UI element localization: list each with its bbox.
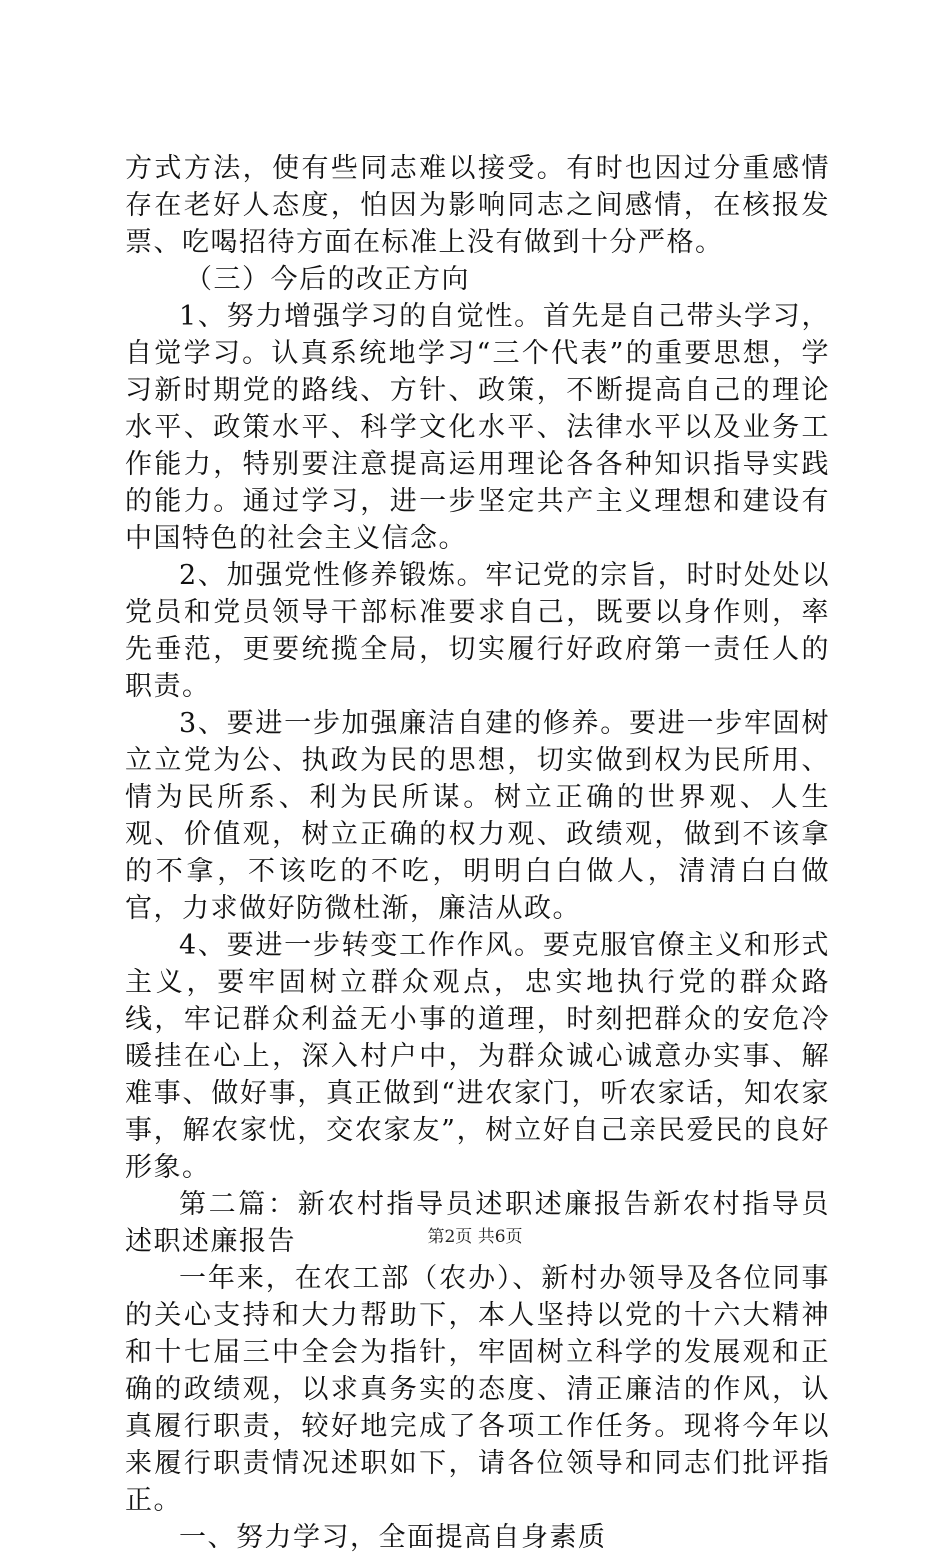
- paragraph-continuation: 方式方法，使有些同志难以接受。有时也因过分重感情存在老好人态度，怕因为影响同志之间感情，在核报发票、吃喝招待方面在标准上没有做到十分严格。: [125, 153, 830, 258]
- section-heading-study: 一、努力学习，全面提高自身素质: [179, 1522, 607, 1553]
- paragraph-item-2: 2、加强党性修养锻炼。牢记党的宗旨，时时处处以党员和党员领导干部标准要求自己，既要以身作则，率先垂范，更要统揽全局，切实履行好政府第一责任人的职责。: [125, 560, 830, 702]
- paragraph-item-3: 3、要进一步加强廉洁自建的修养。要进一步牢固树立立党为公、执政为民的思想，切实做到权为民所用、情为民所系、利为民所谋。树立正确的世界观、人生观、价值观，树立正确的权力观、政绩观，做到不该拿的不拿，不该吃的不吃，明明白白做人，清清白白做官，力求做好防微杜渐，廉洁从政。: [125, 708, 830, 924]
- chapter-title-second: 第二篇：新农村指导员述职述廉报告新农村指导员述职述廉报告: [125, 1189, 830, 1257]
- section-heading-correction-direction: （三）今后的改正方向: [185, 264, 470, 295]
- page-number-footer: 第2页 共6页: [427, 1227, 523, 1247]
- paragraph-item-1: 1、努力增强学习的自觉性。首先是自己带头学习，自觉学习。认真系统地学习“三个代表”的重要思想，学习新时期党的路线、方针、政策，不断提高自己的理论水平、政策水平、科学文化水平、法律水平以及业务工作能力，特别要注意提高运用理论各各种知识指导实践的能力。通过学习，进一步坚定共产主义理想和建设有中国特色的社会主义信念。: [125, 301, 830, 554]
- paragraph-item-4: 4、要进一步转变工作作风。要克服官僚主义和形式主义，要牢固树立群众观点，忠实地执行党的群众路线，牢记群众利益无小事的道理，时刻把群众的安危冷暖挂在心上，深入村户中，为群众诚心诚意办实事、解难事、做好事，真正做到“进农家门，听农家话，知农家事，解农家忧，交农家友”，树立好自己亲民爱民的良好形象。: [125, 930, 830, 1183]
- document-body: [125, 150, 830, 1556]
- paragraph-intro: 一年来，在农工部（农办）、新村办领导及各位同事的关心支持和大力帮助下，本人坚持以党的十六大精神和十七届三中全会为指针，牢固树立科学的发展观和正确的政绩观，以求真务实的态度、清正廉洁的作风，认真履行职责，较好地完成了各项工作任务。现将今年以来履行职责情况述职如下，请各位领导和同志们批评指正。: [125, 1263, 830, 1516]
